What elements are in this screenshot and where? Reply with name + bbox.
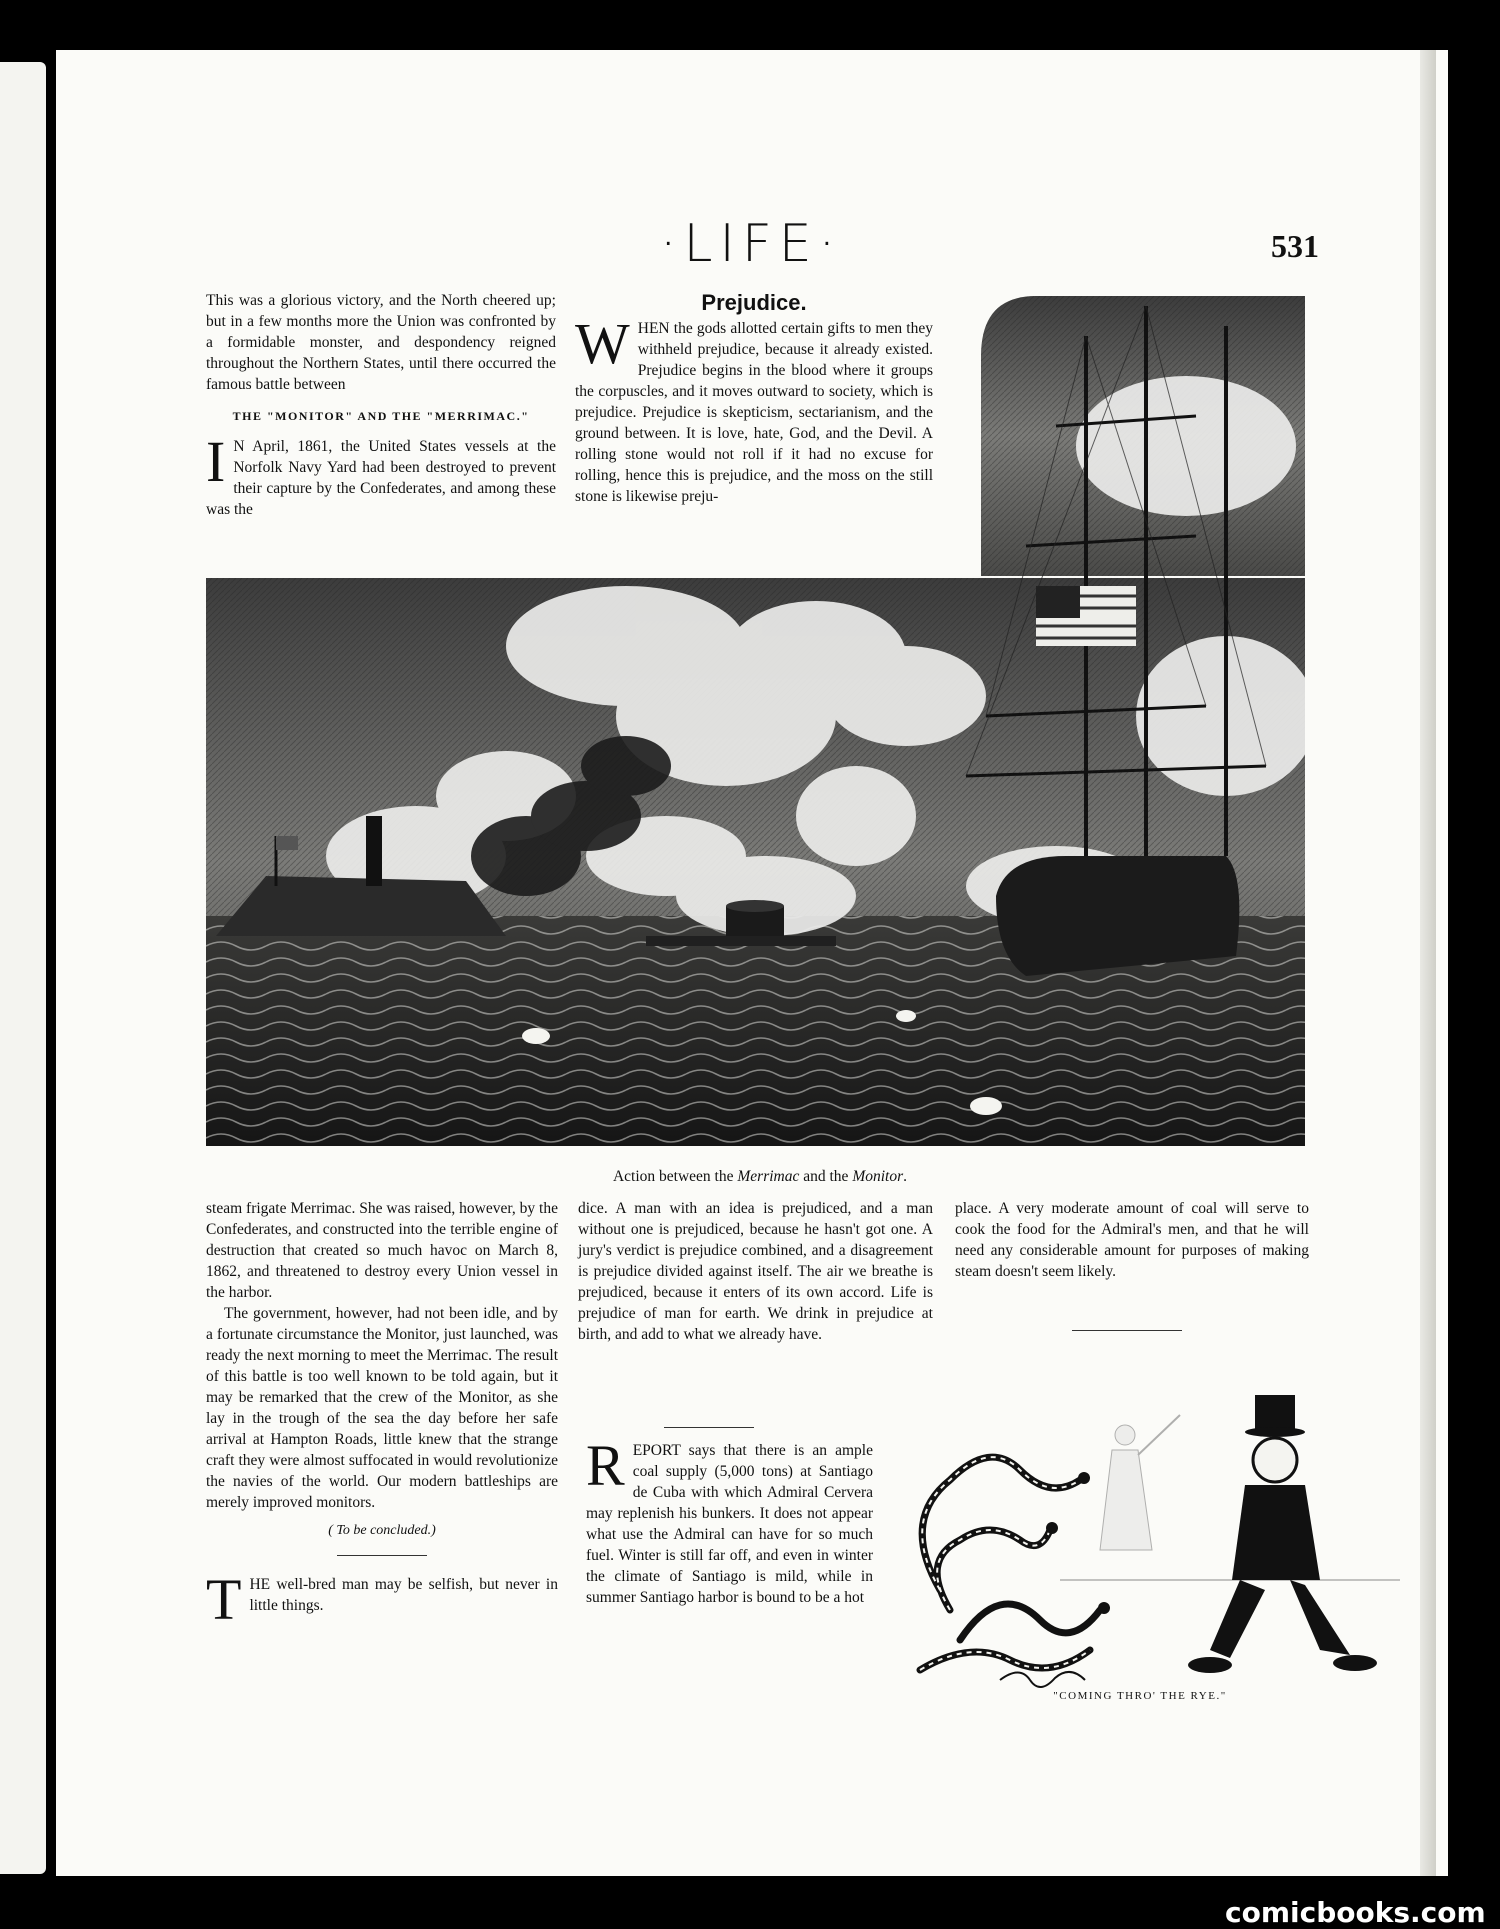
column-one-bottom <box>206 1198 558 1632</box>
cartoon-caption: "COMING THRO' THE RYE." <box>1053 1690 1227 1702</box>
dropcap-r: R <box>586 1433 625 1498</box>
divider-rule-2 <box>664 1427 754 1428</box>
april-paragraph-text: N April, 1861, the United States vessels at the Norfolk Navy Yard had been destroyed to prevent their capture by the Confederates, and among these was the <box>206 438 556 518</box>
site-watermark: comicbooks.com <box>1225 1896 1486 1929</box>
adjacent-page-edge <box>0 62 46 1874</box>
report-continued-paragraph: place. A very moderate amount of coal will serve to cook the food for the Admiral's men, and that he will need any considerable amount for purposes of making steam doesn't seem likely. <box>955 1200 1309 1280</box>
report-article <box>586 1433 873 1608</box>
well-bred-text: HE well-bred man may be selfish, but never in little things. <box>249 1576 558 1614</box>
prejudice-paragraph-top: HEN the gods allotted certain gifts to men they withheld prejudice, because it already existed. Prejudice begins in the blood where it groups the corpuscles, and it moves outward to society, which is prejudice. Prejudice is skepticism, sectarianism, and the ground between. It is love, hate, God, and the Devil. A rolling stone would not roll if it had no excuse for rolling, hence this is prejudice, and the moss on the still stone is likewise preju- <box>575 320 933 505</box>
prejudice-paragraph-bottom: dice. A man with an idea is prejudiced, and a man without one is prejudiced, because he hasn't got one. A jury's verdict is prejudice combined, and a disagreement is prejudice divided against itself. The air we breathe is prejudiced, because it enters of its own accord. Life is prejudice of man for earth. We drink in prejudice at birth, and add to what we already have. <box>578 1200 933 1343</box>
government-paragraph: The government, however, had not been idle, and by a fortunate circumstance the Monitor, just launched, was ready the next morning to meet the Merrimac. The result of this battle is too well known to be told again, but it may be remarked that the crew of the Monitor, as she lay in the trough of the sea the day before her safe arrival at Hampton Roads, little knew that the strange craft they were almost suffocated in would revolutionize the navies of the world. Our modern battleships are merely improved monitors. <box>206 1305 558 1511</box>
merrimac-paragraph: steam frigate Merrimac. She was raised, however, by the Confederates, and constructed into the terrible engine of destruction that created so much havoc on March 8, 1862, and threatened to destroy every Union vessel in the harbor. <box>206 1200 558 1301</box>
prejudice-title: Prejudice. <box>701 290 807 315</box>
caption-ship-monitor: Monitor <box>852 1168 904 1185</box>
dropcap-i: I <box>206 429 226 494</box>
caption-text-mid: and the <box>799 1168 853 1185</box>
report-paragraph: EPORT says that there is an ample coal supply (5,000 tons) at Santiago de Cuba with which Admiral Cervera may replenish his bunkers. It does not appear what use the Admiral can have for so much fuel. Winter is still far off, and even in winter the climate of Santiago is mild, while in summer Santiago harbor is bound to be a hot <box>586 1442 873 1606</box>
page-number: 531 <box>1271 228 1319 264</box>
dropcap-t: T <box>206 1567 242 1632</box>
battle-illustration <box>206 296 1305 1146</box>
caption-ship-merrimac: Merrimac <box>737 1168 800 1185</box>
prejudice-continued <box>578 1198 933 1345</box>
caption-text-prefix: Action between the <box>612 1168 738 1185</box>
page-edge-shadow <box>1420 50 1436 1876</box>
monitor-merrimac-heading: THE "MONITOR" AND THE "MERRIMAC." <box>232 409 530 423</box>
to-be-concluded: ( To be concluded.) <box>328 1523 436 1538</box>
cartoon-illustration <box>880 1380 1400 1700</box>
illustration-caption <box>540 1168 980 1186</box>
divider-rule <box>337 1555 427 1556</box>
report-continued <box>955 1198 1309 1282</box>
dropcap-w: W <box>575 311 630 376</box>
intro-paragraph: This was a glorious victory, and the North cheered up; but in a few months more the Union was confronted by a formidable monster, and despondency reigned throughout the Northern States, until there occurred the famous battle between <box>206 292 556 393</box>
caption-text-suffix: . <box>903 1168 908 1185</box>
masthead-title: ·LIFE· <box>660 214 843 274</box>
divider-rule-3 <box>1072 1330 1182 1331</box>
well-bred-item <box>206 1567 558 1632</box>
